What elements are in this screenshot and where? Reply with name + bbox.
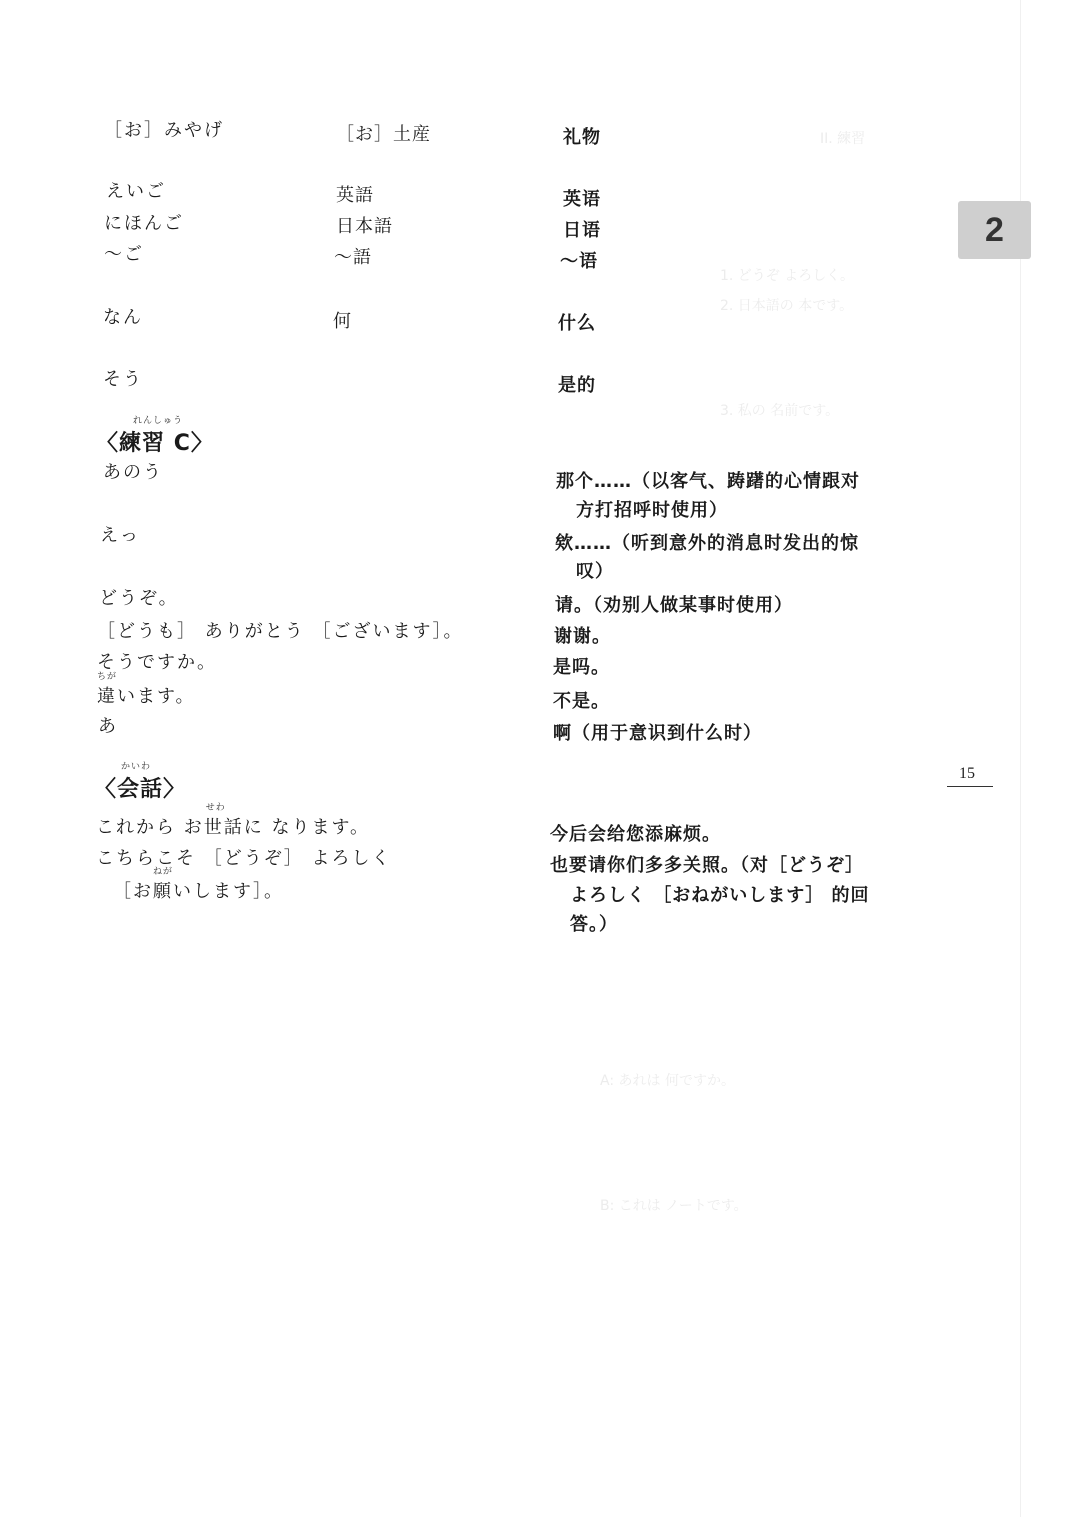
phrase-jp: あのう [103,462,163,483]
phrase-translation: 啊（用于意识到什么时） [553,723,762,744]
vocab-kana: なん [103,307,143,328]
ghost-line: II. 練習 [820,131,866,147]
dialogue-line: これから お せわ 世話に なります。 [96,813,370,839]
vocab-kana: にほんご [104,213,184,234]
ghost-line: 1. どうぞ よろしく。 [720,268,854,284]
ghost-line: 2. 日本語の 本です。 [720,298,854,314]
furigana: せわ [205,803,226,813]
phrase-translation: 谢谢。 [554,626,611,647]
phrase-jp: ちが 違います。 [97,682,196,708]
phrase-jp: えっ [100,525,140,546]
phrase-translation: 不是。 [553,691,610,712]
ghost-line: B: これは ノートです。 [600,1198,748,1214]
vocab-translation: 是的 [558,375,596,396]
vocab-translation: ～语 [560,251,598,272]
phrase-jp: あ [98,716,118,737]
phrase-jp: そうですか。 [97,652,217,673]
section-heading: 〈 れんしゅう 練習 C〉 [96,426,214,457]
dialogue-line: こちらこそ ［どうぞ］ よろしく [96,848,392,869]
vocab-kana: ［お］みやげ [104,120,224,141]
phrase-translation: 请。（劝别人做某事时使用） [555,595,793,616]
dialogue-line-cont: ［お ねが 願いします］。 [113,877,284,903]
furigana: ねが [153,867,174,877]
vocab-translation: 日语 [563,220,601,241]
vocab-kanji: 日本語 [336,216,393,237]
vocab-kana: そう [103,369,143,390]
vocab-kanji: 英語 [336,185,374,206]
furigana: れんしゅう [133,416,184,426]
chapter-number: 2 [985,210,1004,249]
phrase-translation-cont: 方打招呼时使用） [576,500,728,521]
furigana: ちが [97,672,118,682]
phrase-translation: 是吗。 [553,657,610,678]
phrase-translation: 欸……（听到意外的消息时发出的惊 [555,533,859,554]
vocab-kanji: ［お］土産 [336,124,431,145]
phrase-jp: どうぞ。 [99,588,179,609]
page-number-rule [947,786,993,787]
phrase-translation-cont: 叹） [576,561,614,582]
vocab-translation: 什么 [558,313,596,334]
vocab-kana: えいご [106,181,166,202]
vocab-translation: 英语 [563,189,601,210]
page-number: 15 [959,765,975,782]
vocab-translation: 礼物 [563,127,601,148]
vocab-kana: ～ご [104,244,144,265]
ghost-line: 3. 私の 名前です。 [720,403,840,419]
vocab-kanji: ～語 [334,247,372,268]
chapter-tab [958,201,1031,259]
dialogue-translation-cont: 答。） [570,914,618,935]
section-heading: 〈 かいわ 会話〉 [94,772,186,803]
vocab-kanji: 何 [333,311,352,332]
furigana: かいわ [121,762,152,772]
dialogue-translation: 今后会给您添麻烦。 [550,824,721,845]
dialogue-translation-cont: よろしく ［おねがいします］ 的回 [570,885,870,906]
ghost-line: A: あれは 何ですか。 [600,1073,735,1089]
phrase-jp: ［どうも］ ありがとう ［ございます］。 [97,621,464,642]
dialogue-translation: 也要请你们多多关照。（对［どうぞ］ [550,855,864,876]
phrase-translation: 那个……（以客气、踌躇的心情跟对 [556,471,860,492]
